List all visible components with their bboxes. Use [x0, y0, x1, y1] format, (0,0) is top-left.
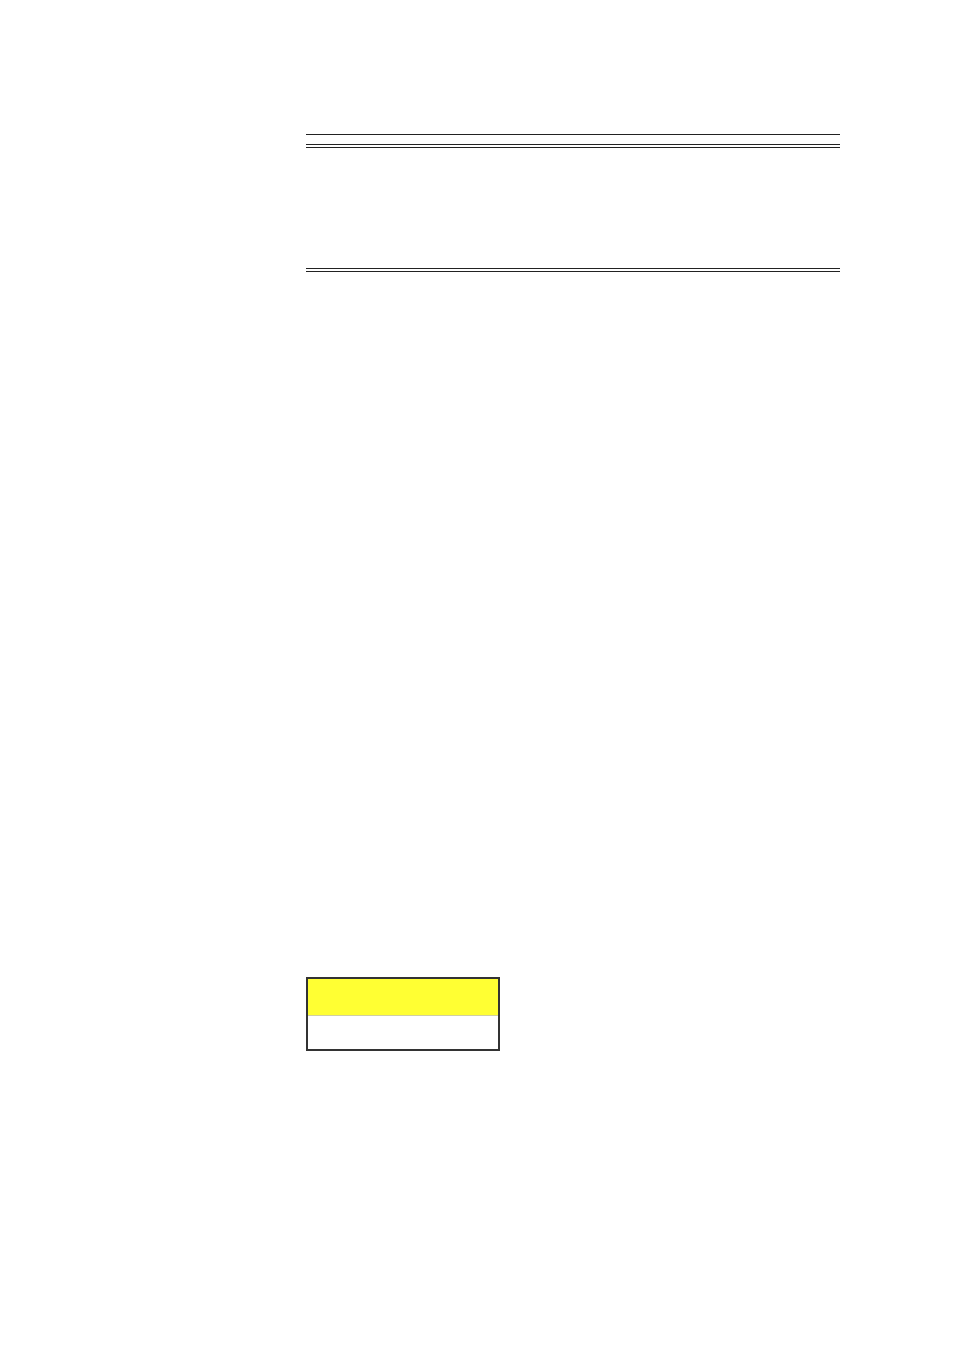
aspirate-title: [306, 133, 840, 135]
prep-command-title: [308, 979, 498, 1016]
prep-command-box: [306, 977, 500, 1051]
rate-section: [306, 258, 840, 272]
rate-table: [306, 269, 840, 272]
aspirate-table: [306, 145, 840, 148]
prep-command-subtitle: [308, 1016, 498, 1052]
aspirate-section: [306, 133, 840, 148]
